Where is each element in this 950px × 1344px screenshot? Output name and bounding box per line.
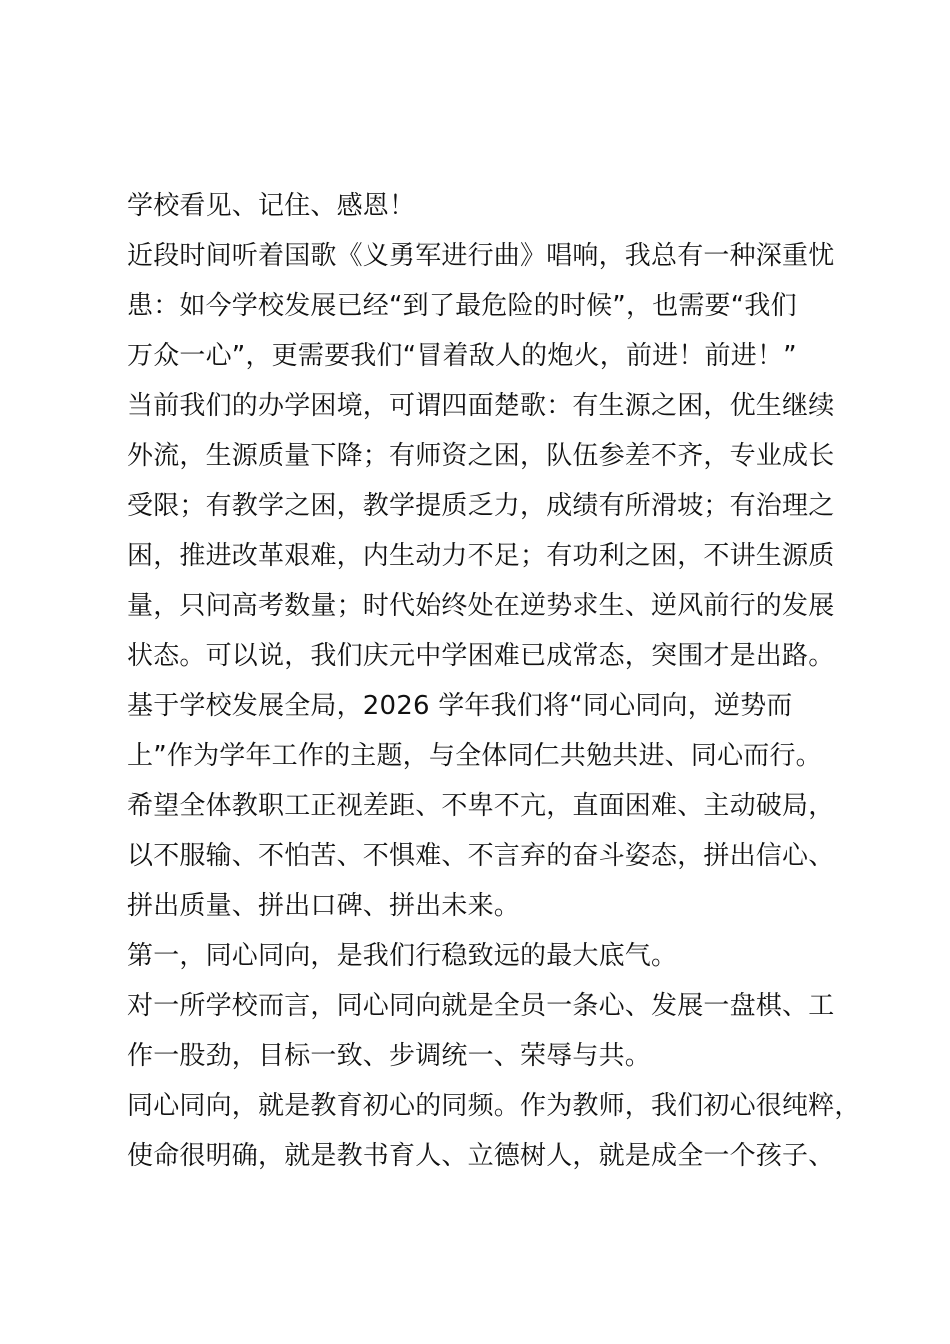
- text-line: 学校看见、记住、感恩！: [127, 191, 416, 221]
- text-line: 对一所学校而言，同心同向就是全员一条心、发展一盘棋、工: [127, 991, 835, 1021]
- text-line: 基于学校发展全局，2026 学年我们将“同心同向，逆势而: [127, 691, 793, 721]
- text-line: 拼出质量、拼出口碑、拼出未来。: [127, 891, 521, 921]
- text-line: 当前我们的办学困境，可谓四面楚歌：有生源之困，优生继续: [127, 391, 835, 421]
- text-line: 万众一心”，更需要我们“冒着敌人的炮火，前进！前进！”: [127, 341, 797, 371]
- text-line: 希望全体教职工正视差距、不卑不亢，直面困难、主动破局，: [127, 791, 835, 821]
- text-line: 使命很明确，就是教书育人、立德树人，就是成全一个孩子、: [127, 1141, 835, 1171]
- text-line: 状态。可以说，我们庆元中学困难已成常态，突围才是出路。: [127, 641, 835, 671]
- text-line: 同心同向，就是教育初心的同频。作为教师，我们初心很纯粹，: [127, 1091, 861, 1121]
- section-heading: 第一，同心同向，是我们行稳致远的最大底气。: [127, 941, 678, 971]
- text-line: 受限；有教学之困，教学提质乏力，成绩有所滑坡；有治理之: [127, 491, 835, 521]
- text-line: 以不服输、不怕苦、不惧难、不言弃的奋斗姿态，拼出信心、: [127, 841, 835, 871]
- text-line: 外流，生源质量下降；有师资之困，队伍参差不齐，专业成长: [127, 441, 835, 471]
- text-line: 近段时间听着国歌《义勇军进行曲》唱响，我总有一种深重忧: [127, 241, 835, 271]
- text-line: 困，推进改革艰难，内生动力不足；有功利之困，不讲生源质: [127, 541, 835, 571]
- text-line: 作一股劲，目标一致、步调统一、荣辱与共。: [127, 1041, 652, 1071]
- body-text: [127, 181, 867, 1181]
- text-line: 患：如今学校发展已经“到了最危险的时候”，也需要“我们: [127, 291, 797, 321]
- text-line: 上”作为学年工作的主题，与全体同仁共勉共进、同心而行。: [127, 741, 822, 771]
- text-line: 量，只问高考数量；时代始终处在逆势求生、逆风前行的发展: [127, 591, 835, 621]
